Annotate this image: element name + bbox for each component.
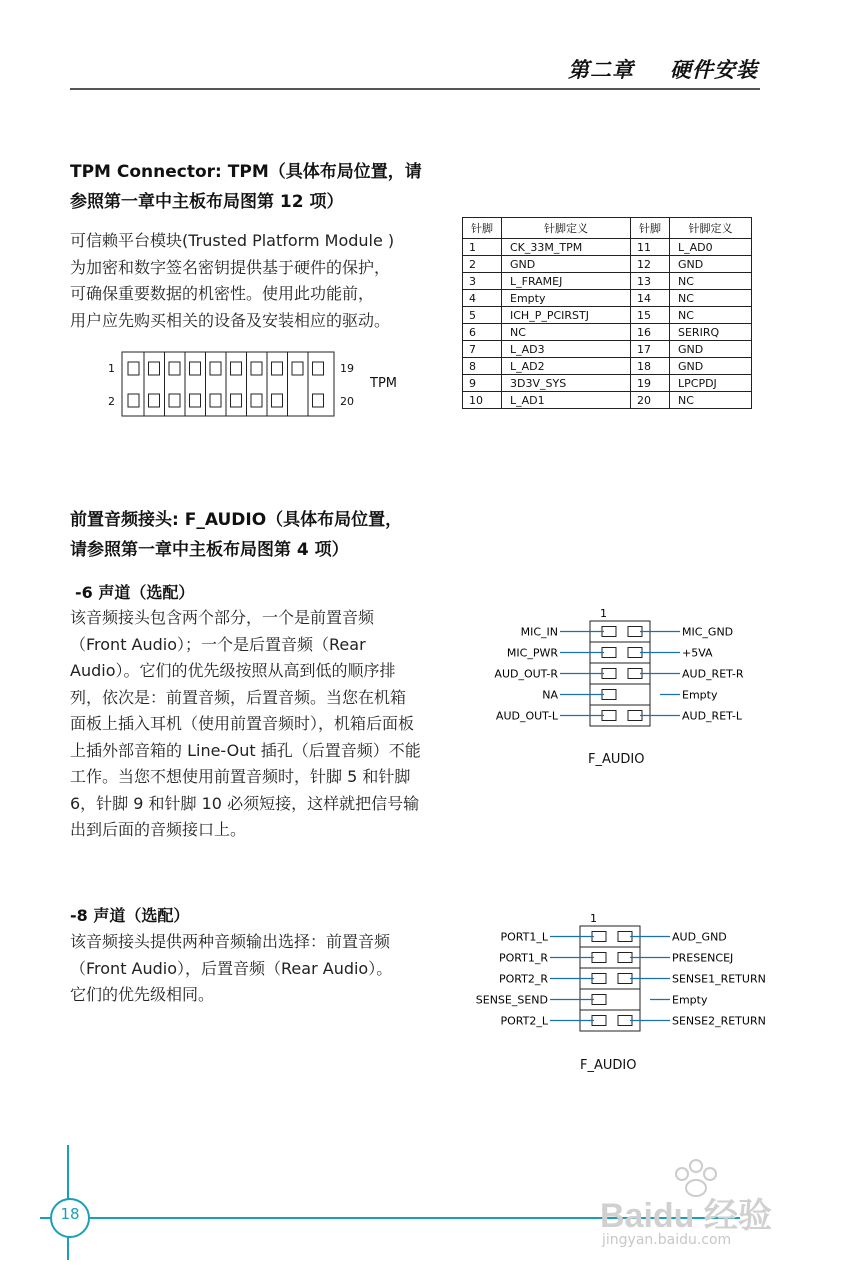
tpm-desc-line: 为加密和数字签名密钥提供基于硬件的保护，	[70, 257, 391, 277]
audio-pin	[592, 995, 606, 1005]
table-cell: 2	[463, 256, 502, 273]
tpm-desc-line: 可信赖平台模块(Trusted Platform Module )	[70, 231, 395, 250]
table-row	[463, 324, 752, 341]
audio-pin	[618, 974, 632, 984]
tpm-description	[70, 228, 394, 334]
eight-channel-title: -8 声道（选配）	[70, 906, 190, 925]
table-cell: 16	[631, 324, 670, 341]
audio-heading-line2: 请参照第一章中主板布局图第 4 项）	[70, 540, 349, 560]
six-desc-line: 上插外部音箱的 Line-Out 插孔（后置音频）不能	[70, 740, 421, 760]
table-cell: 17	[631, 341, 670, 358]
table-cell: NC	[502, 324, 631, 341]
audio-signal-label-left: MIC_PWR	[506, 646, 558, 660]
tpm-desc-line: 可确保重要数据的机密性。使用此功能前，	[70, 284, 375, 303]
tpm-pin	[169, 362, 180, 375]
baidu-watermark	[600, 1160, 800, 1250]
six-channel-diagram	[470, 605, 800, 735]
table-cell: 4	[463, 290, 502, 307]
tpm-pin	[292, 362, 303, 375]
table-cell: LPCPDJ	[670, 375, 752, 392]
six-desc-line: 列，依次是：前置音频，后置音频。当您在机箱	[70, 687, 407, 707]
six-desc-line: 该音频接头包含两个部分，一个是前置音频	[70, 608, 375, 627]
audio-signal-label-right: SENSE1_RETURN	[672, 972, 766, 986]
audio-signal-label-left: PORT1_L	[500, 930, 548, 944]
table-cell: NC	[670, 392, 752, 409]
table-row	[463, 307, 752, 324]
table-cell: 8	[463, 358, 502, 375]
tpm-diagram-label: TPM	[370, 376, 397, 391]
audio-pin	[592, 974, 606, 984]
eight-diagram-label: F_AUDIO	[580, 1058, 637, 1073]
audio-signal-label-right: AUD_RET-R	[682, 667, 744, 681]
tpm-pin1-label: 1	[108, 362, 115, 375]
table-cell: 3	[463, 273, 502, 290]
table-cell: ICH_P_PCIRSTJ	[502, 307, 631, 324]
chapter-number: 第二章	[568, 57, 634, 82]
six-channel-title: -6 声道（选配）	[75, 583, 195, 602]
table-cell: L_AD3	[502, 341, 631, 358]
watermark-url: jingyan.baidu.com	[602, 1232, 732, 1248]
table-row	[463, 341, 752, 358]
table-cell: L_FRAMEJ	[502, 273, 631, 290]
table-header-row	[463, 218, 752, 239]
table-cell: NC	[670, 290, 752, 307]
audio-pin	[602, 648, 616, 658]
audio-signal-label-left: AUD_OUT-R	[494, 667, 558, 681]
audio-signal-label-right: MIC_GND	[682, 625, 734, 639]
table-cell: GND	[502, 256, 631, 273]
tpm-pin	[149, 362, 160, 375]
audio-signal-label-right: AUD_RET-L	[682, 709, 742, 723]
tpm-pin-table	[462, 217, 752, 409]
table-row	[463, 375, 752, 392]
audio-pin	[628, 627, 642, 637]
tpm-heading-line2: 参照第一章中主板布局图第 12 项）	[70, 192, 344, 212]
table-cell: 11	[631, 239, 670, 256]
six-desc-line: 6，针脚 9 和针脚 10 必须短接，这样就把信号输	[70, 793, 420, 813]
table-cell: 10	[463, 392, 502, 409]
six-desc-line: 出到后面的音频接口上。	[70, 820, 247, 839]
tpm-pin2-label: 2	[108, 395, 115, 408]
tpm-pin	[210, 362, 221, 375]
tpm-pin	[210, 394, 221, 407]
table-cell: GND	[670, 341, 752, 358]
tpm-pin	[190, 362, 201, 375]
audio-pin	[628, 648, 642, 658]
audio-signal-label-right: PRESENCEJ	[672, 951, 734, 965]
table-cell: GND	[670, 256, 752, 273]
eight-connector	[476, 926, 766, 1031]
tpm-desc-line: 用户应先购买相关的设备及安装相应的驱动。	[70, 310, 391, 330]
tpm-pin	[251, 394, 262, 407]
page-number: 18	[60, 1205, 80, 1223]
audio-signal-label-right: Empty	[682, 688, 718, 702]
eight-pin1-label: 1	[590, 912, 597, 925]
audio-signal-label-left: AUD_OUT-L	[495, 709, 558, 723]
table-row	[463, 239, 752, 256]
audio-pin	[628, 669, 642, 679]
audio-pin	[592, 953, 606, 963]
table-cell: 6	[463, 324, 502, 341]
tpm-pin-grid	[128, 352, 324, 416]
eight-channel-diagram	[460, 910, 790, 1040]
audio-signal-label-right: +5VA	[682, 646, 713, 660]
table-cell: 20	[631, 392, 670, 409]
six-pin1-label: 1	[600, 607, 607, 620]
tpm-pin	[313, 394, 324, 407]
audio-signal-label-left: SENSE_SEND	[475, 993, 548, 1007]
six-desc-line: Audio）。它们的优先级按照从高到低的顺序排	[70, 661, 396, 680]
tpm-pin	[251, 362, 262, 375]
audio-signal-label-right: SENSE2_RETURN	[672, 1014, 766, 1028]
tpm-pin19-label: 19	[340, 362, 354, 375]
eight-desc-line: （Front Audio），后置音频（Rear Audio）。	[70, 958, 393, 978]
audio-pin	[602, 690, 616, 700]
table-cell: Empty	[502, 290, 631, 307]
tpm-pin	[190, 394, 201, 407]
audio-signal-label-left: PORT2_L	[500, 1014, 548, 1028]
table-cell: 1	[463, 239, 502, 256]
audio-pin	[602, 669, 616, 679]
table-cell: 19	[631, 375, 670, 392]
audio-heading	[70, 505, 402, 565]
tpm-pin	[313, 362, 324, 375]
table-header-cell: 针脚	[463, 218, 502, 239]
eight-desc-line: 它们的优先级相同。	[70, 985, 215, 1004]
six-desc-line: 面板上插入耳机（使用前置音频时），机箱后面板	[70, 714, 415, 733]
audio-pin	[602, 627, 616, 637]
table-row	[463, 358, 752, 375]
tpm-pin	[128, 394, 139, 407]
six-desc-line: （Front Audio）；一个是后置音频（Rear	[70, 634, 366, 654]
tpm-pin20-label: 20	[340, 395, 354, 408]
table-row	[463, 273, 752, 290]
table-cell: L_AD1	[502, 392, 631, 409]
audio-signal-label-left: PORT1_R	[499, 951, 548, 965]
table-cell: 14	[631, 290, 670, 307]
six-connector	[494, 621, 743, 726]
audio-pin	[592, 1016, 606, 1026]
six-channel-description	[70, 605, 421, 844]
watermark-brand: Baidu 经验	[600, 1197, 772, 1235]
audio-pin	[628, 711, 642, 721]
eight-channel-description	[70, 929, 392, 1009]
audio-signal-label-left: MIC_IN	[520, 625, 558, 639]
table-header-cell: 针脚定义	[502, 218, 631, 239]
audio-pin	[602, 711, 616, 721]
table-cell: 15	[631, 307, 670, 324]
header-rule	[70, 88, 760, 90]
tpm-pin	[272, 394, 283, 407]
tpm-heading	[70, 157, 422, 217]
tpm-pin	[231, 362, 242, 375]
tpm-pin	[231, 394, 242, 407]
table-cell: SERIRQ	[670, 324, 752, 341]
table-cell: 3D3V_SYS	[502, 375, 631, 392]
table-cell: 13	[631, 273, 670, 290]
table-cell: L_AD2	[502, 358, 631, 375]
chapter-header	[568, 54, 758, 84]
tpm-pin	[169, 394, 180, 407]
table-cell: NC	[670, 273, 752, 290]
table-cell: 7	[463, 341, 502, 358]
tpm-heading-line1: TPM Connector: TPM（具体布局位置，请	[70, 162, 422, 182]
table-cell: GND	[670, 358, 752, 375]
audio-pin	[618, 1016, 632, 1026]
audio-signal-label-right: AUD_GND	[672, 930, 727, 944]
audio-pin	[618, 932, 632, 942]
chapter-title: 硬件安装	[670, 57, 758, 82]
table-row	[463, 256, 752, 273]
table-cell: 12	[631, 256, 670, 273]
audio-signal-label-right: Empty	[672, 993, 708, 1007]
table-cell: CK_33M_TPM	[502, 239, 631, 256]
tpm-pin	[149, 394, 160, 407]
table-cell: NC	[670, 307, 752, 324]
table-row	[463, 392, 752, 409]
audio-signal-label-left: PORT2_R	[499, 972, 548, 986]
table-header-cell: 针脚	[631, 218, 670, 239]
tpm-pin	[272, 362, 283, 375]
table-cell: 9	[463, 375, 502, 392]
table-header-cell: 针脚定义	[670, 218, 752, 239]
audio-pin	[618, 953, 632, 963]
audio-pin	[592, 932, 606, 942]
tpm-pin	[128, 362, 139, 375]
audio-heading-line1: 前置音频接头: F_AUDIO（具体布局位置，	[70, 510, 403, 530]
table-cell: 5	[463, 307, 502, 324]
table-row	[463, 290, 752, 307]
eight-desc-line: 该音频接头提供两种音频输出选择：前置音频	[70, 932, 391, 951]
audio-signal-label-left: NA	[542, 688, 558, 702]
six-desc-line: 工作。当您不想使用前置音频时，针脚 5 和针脚	[70, 767, 411, 786]
table-cell: L_AD0	[670, 239, 752, 256]
six-diagram-label: F_AUDIO	[588, 752, 645, 767]
table-cell: 18	[631, 358, 670, 375]
